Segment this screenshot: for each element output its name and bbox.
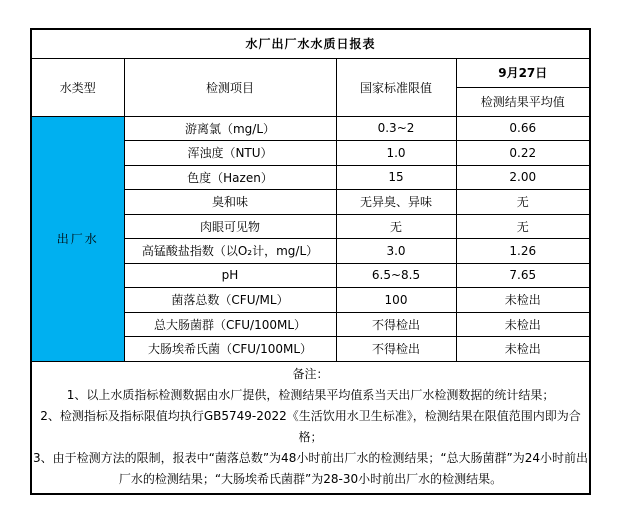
water-type-cell: 出厂水 [31,116,124,361]
standard-value: 无异臭、异味 [336,190,456,215]
item-label: 色度（Hazen） [124,165,336,190]
notes-cell [31,361,590,494]
result-value: 无 [456,190,590,215]
title-row [31,29,590,58]
item-label: pH [124,263,336,288]
item-label: 大肠埃希氏菌（CFU/100ML） [124,337,336,362]
note-item: 1、以上水质指标检测数据由水厂提供，检测结果平均值系当天出厂水检测数据的统计结果； [66,388,555,403]
notes-row [31,361,590,494]
result-value: 0.22 [456,141,590,166]
item-label: 肉眼可见物 [124,214,336,239]
result-value: 无 [456,214,590,239]
item-label: 高锰酸盐指数（以O₂计，mg/L） [124,239,336,264]
standard-value: 不得检出 [336,312,456,337]
item-label: 臭和味 [124,190,336,215]
col-header-test-item: 检测项目 [124,58,336,116]
result-value: 0.66 [456,116,590,141]
standard-value: 3.0 [336,239,456,264]
standard-value: 6.5~8.5 [336,263,456,288]
report-table [30,28,591,495]
standard-value: 无 [336,214,456,239]
standard-value: 15 [336,165,456,190]
result-value: 未检出 [456,312,590,337]
col-header-result-avg: 检测结果平均值 [456,87,590,116]
standard-value: 1.0 [336,141,456,166]
result-value: 2.00 [456,165,590,190]
standard-value: 0.3~2 [336,116,456,141]
result-value: 未检出 [456,288,590,313]
header-row-1 [31,58,590,87]
col-header-date: 9月27日 [456,58,590,87]
item-label: 游离氯（mg/L） [124,116,336,141]
col-header-water-type: 水类型 [31,58,124,116]
item-label: 总大肠菌群（CFU/100ML） [124,312,336,337]
result-value: 1.26 [456,239,590,264]
result-value: 未检出 [456,337,590,362]
standard-value: 不得检出 [336,337,456,362]
item-label: 菌落总数（CFU/ML） [124,288,336,313]
col-header-national-standard: 国家标准限值 [336,58,456,116]
water-quality-report [30,28,591,495]
notes-label: 备注： [292,367,329,382]
note-item: 3、由于检测方法的限制，报表中“菌落总数”为48小时前出厂水的检测结果；“总大肠菌群”为24小时前出厂水的检测结果；“大肠埃希氏菌群”为28-30小时前出厂水的检测结果。 [32,451,589,487]
table-row [31,116,590,141]
note-item: 2、检测指标及指标限值均执行GB5749-2022《生活饮用水卫生标准》，检测结果在限值范围内即为合格； [40,409,581,445]
item-label: 浑浊度（NTU） [124,141,336,166]
report-title: 水厂出厂水水质日报表 [31,29,590,58]
result-value: 7.65 [456,263,590,288]
standard-value: 100 [336,288,456,313]
